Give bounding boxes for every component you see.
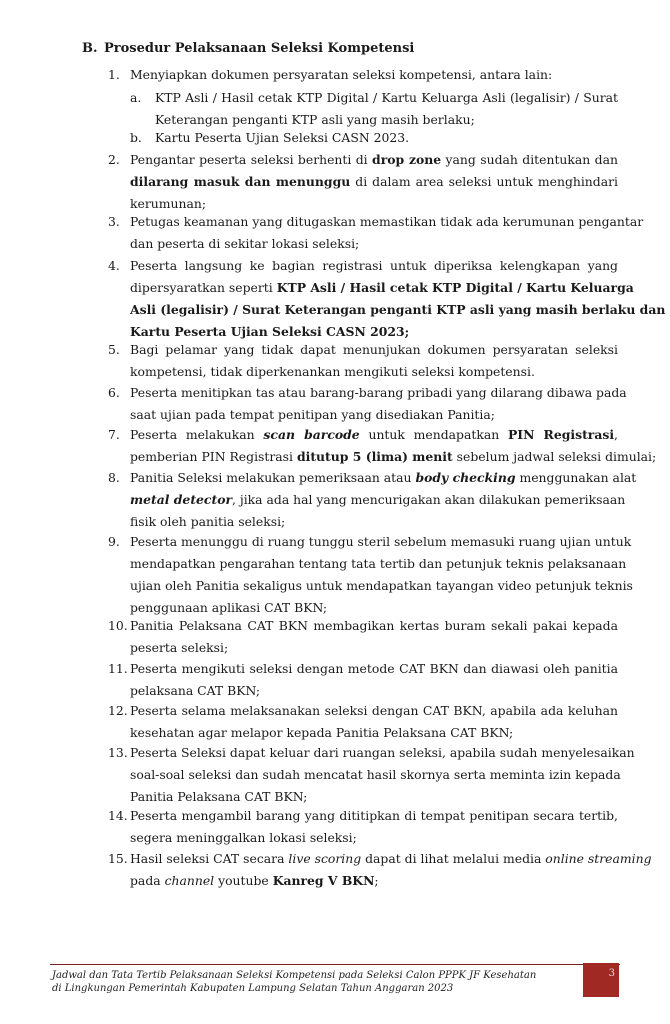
item-number: 10. (108, 618, 128, 633)
item-number: 15. (108, 851, 128, 866)
paragraph-line (130, 600, 618, 616)
paragraph-line (130, 427, 618, 443)
page-number: 3 (608, 968, 615, 979)
emphasis-text: Kartu Peserta Ujian Seleksi CASN 2023; (130, 324, 410, 339)
text-run: peserta seleksi; (130, 640, 229, 655)
section-letter: B. (82, 41, 98, 56)
paragraph-line (130, 703, 618, 719)
paragraph-line (155, 130, 618, 146)
text-run: Peserta melakukan (130, 427, 264, 442)
text-run: pelaksana CAT BKN; (130, 683, 261, 698)
paragraph-line (130, 324, 618, 340)
emphasis-text: ditutup 5 (lima) menit (296, 449, 453, 464)
paragraph-line (130, 745, 635, 761)
paragraph-line (130, 578, 633, 594)
paragraph-line (130, 492, 626, 508)
text-run: Panitia Pelaksana CAT BKN membagikan kertas buram sekali pakai kepada (130, 618, 618, 633)
emphasis-text: scan barcode (263, 427, 360, 442)
emphasis-text: body checking (415, 470, 516, 485)
paragraph-line (130, 618, 618, 634)
text-run: Pengantar peserta seleksi berhenti di (130, 152, 373, 167)
text-run: pada (130, 873, 165, 888)
paragraph-line (155, 112, 618, 128)
text-run: fisik oleh panitia seleksi; (130, 514, 286, 529)
text-run: di dalam area seleksi untuk menghindari (350, 174, 618, 189)
emphasis-text: KTP Asli / Hasil cetak KTP Digital / Kartu Keluarga (276, 280, 634, 295)
text-run: sebelum jadwal seleksi dimulai; (452, 449, 657, 464)
text-run: Panitia Pelaksana CAT BKN; (130, 789, 308, 804)
sub-item-marker: b. (130, 130, 142, 145)
text-run: ; (374, 873, 379, 888)
text-run: ujian oleh Panitia sekaligus untuk mendapatkan tayangan video petunjuk teknis (130, 578, 633, 593)
paragraph-line (130, 830, 618, 846)
emphasis-text: channel (164, 873, 215, 888)
paragraph-line (130, 534, 632, 550)
item-number: 5. (108, 342, 120, 357)
emphasis-text: Asli (legalisir) / Surat Keterangan penganti KTP asli yang masih berlaku dan (130, 302, 666, 317)
item-number: 4. (108, 258, 120, 273)
item-number: 14. (108, 808, 128, 823)
paragraph-line (130, 640, 618, 656)
paragraph-line (130, 470, 637, 486)
text-run: Panitia Seleksi melakukan pemeriksaan atau (130, 470, 416, 485)
paragraph-line (130, 174, 618, 190)
emphasis-text: metal detector (130, 492, 232, 507)
item-number: 6. (108, 385, 120, 400)
paragraph-line (130, 873, 618, 889)
section-title: Prosedur Pelaksanaan Seleksi Kompetensi (104, 41, 415, 56)
text-run: Peserta Seleksi dapat keluar dari ruangan seleksi, apabila sudah menyelesaikan (130, 745, 635, 760)
text-run: saat ujian pada tempat penitipan yang disediakan Panitia; (130, 407, 495, 422)
text-run: Petugas keamanan yang ditugaskan memastikan tidak ada kerumunan pengantar (130, 214, 644, 229)
text-run: kerumunan; (130, 196, 206, 211)
item-number: 1. (108, 67, 120, 82)
text-run: , (614, 427, 618, 442)
emphasis-text: Kanreg V BKN (272, 873, 375, 888)
paragraph-line (130, 280, 634, 296)
footer-divider (50, 964, 620, 965)
text-run: menggunakan alat (515, 470, 637, 485)
sub-item-marker: a. (130, 90, 142, 105)
section-heading (82, 41, 414, 56)
text-run: segera meninggalkan lokasi seleksi; (130, 830, 357, 845)
text-run: dan peserta di sekitar lokasi seleksi; (130, 236, 360, 251)
text-run: Peserta mengambil barang yang dititipkan di tempat penitipan secara tertib, (130, 808, 618, 823)
emphasis-text: online streaming (545, 851, 652, 866)
text-run: penggunaan aplikasi CAT BKN; (130, 600, 328, 615)
text-run: untuk mendapatkan (359, 427, 508, 442)
paragraph-line (130, 385, 627, 401)
paragraph-line (130, 661, 618, 677)
footer-line-1: Jadwal dan Tata Tertib Pelaksanaan Seleksi Kompetensi pada Seleksi Calon PPPK JF Kesehatan (52, 970, 537, 981)
emphasis-text: drop zone (372, 152, 442, 167)
paragraph-line (130, 364, 618, 380)
item-number: 8. (108, 470, 120, 485)
footer-line-2: di Lingkungan Pemerintah Kabupaten Lampung Selatan Tahun Anggaran 2023 (52, 983, 454, 994)
paragraph-line (130, 302, 666, 318)
footer-caption (52, 969, 562, 995)
paragraph-line (155, 90, 618, 106)
paragraph-line (130, 407, 618, 423)
paragraph-line (130, 214, 644, 230)
paragraph-line (130, 449, 657, 465)
text-run: Bagi pelamar yang tidak dapat menunjukan dokumen persyaratan seleksi (130, 342, 618, 357)
paragraph-line (130, 196, 618, 212)
item-number: 13. (108, 745, 128, 760)
emphasis-text: dilarang masuk dan menunggu (130, 174, 351, 189)
text-run: KTP Asli / Hasil cetak KTP Digital / Kartu Keluarga Asli (legalisir) / Surat (155, 90, 618, 105)
text-run: kesehatan agar melapor kepada Panitia Pelaksana CAT BKN; (130, 725, 514, 740)
item-number: 12. (108, 703, 128, 718)
text-run: Keterangan penganti KTP asli yang masih berlaku; (155, 112, 475, 127)
paragraph-line (130, 851, 652, 867)
text-run: Peserta langsung ke bagian registrasi untuk diperiksa kelengkapan yang (130, 258, 618, 273)
text-run: dapat di lihat melalui media (361, 851, 546, 866)
paragraph-line (130, 683, 618, 699)
text-run: pemberian PIN Registrasi (130, 449, 297, 464)
paragraph-line (130, 236, 618, 252)
paragraph-line (130, 67, 618, 83)
text-run: Peserta menitipkan tas atau barang-barang pribadi yang dilarang dibawa pada (130, 385, 627, 400)
text-run: Menyiapkan dokumen persyaratan seleksi kompetensi, antara lain: (130, 67, 553, 82)
item-number: 2. (108, 152, 120, 167)
text-run: yang sudah ditentukan dan (441, 152, 618, 167)
text-run: , jika ada hal yang mencurigakan akan dilakukan pemeriksaan (231, 492, 626, 507)
text-run: youtube (214, 873, 273, 888)
text-run: Hasil seleksi CAT secara (130, 851, 289, 866)
item-number: 11. (108, 661, 128, 676)
text-run: Peserta selama melaksanakan seleksi dengan CAT BKN, apabila ada keluhan (130, 703, 618, 718)
text-run: Peserta menunggu di ruang tunggu steril sebelum memasuki ruang ujian untuk (130, 534, 632, 549)
item-number: 9. (108, 534, 120, 549)
emphasis-text: live scoring (288, 851, 362, 866)
text-run: mendapatkan pengarahan tentang tata tertib dan petunjuk teknis pelaksanaan (130, 556, 627, 571)
item-number: 3. (108, 214, 120, 229)
emphasis-text: PIN Registrasi (507, 427, 615, 442)
text-run: Kartu Peserta Ujian Seleksi CASN 2023. (155, 130, 410, 145)
paragraph-line (130, 258, 618, 274)
paragraph-line (130, 725, 618, 741)
paragraph-line (130, 808, 618, 824)
paragraph-line (130, 789, 618, 805)
paragraph-line (130, 152, 618, 168)
text-run: dipersyaratkan seperti (130, 280, 277, 295)
text-run: kompetensi, tidak diperkenankan mengikuti seleksi kompetensi. (130, 364, 535, 379)
paragraph-line (130, 556, 627, 572)
item-number: 7. (108, 427, 120, 442)
text-run: soal-soal seleksi dan sudah mencatat hasil skornya serta meminta izin kepada (130, 767, 621, 782)
paragraph-line (130, 767, 621, 783)
paragraph-line (130, 514, 618, 530)
text-run: Peserta mengikuti seleksi dengan metode CAT BKN dan diawasi oleh panitia (130, 661, 618, 676)
paragraph-line (130, 342, 618, 358)
